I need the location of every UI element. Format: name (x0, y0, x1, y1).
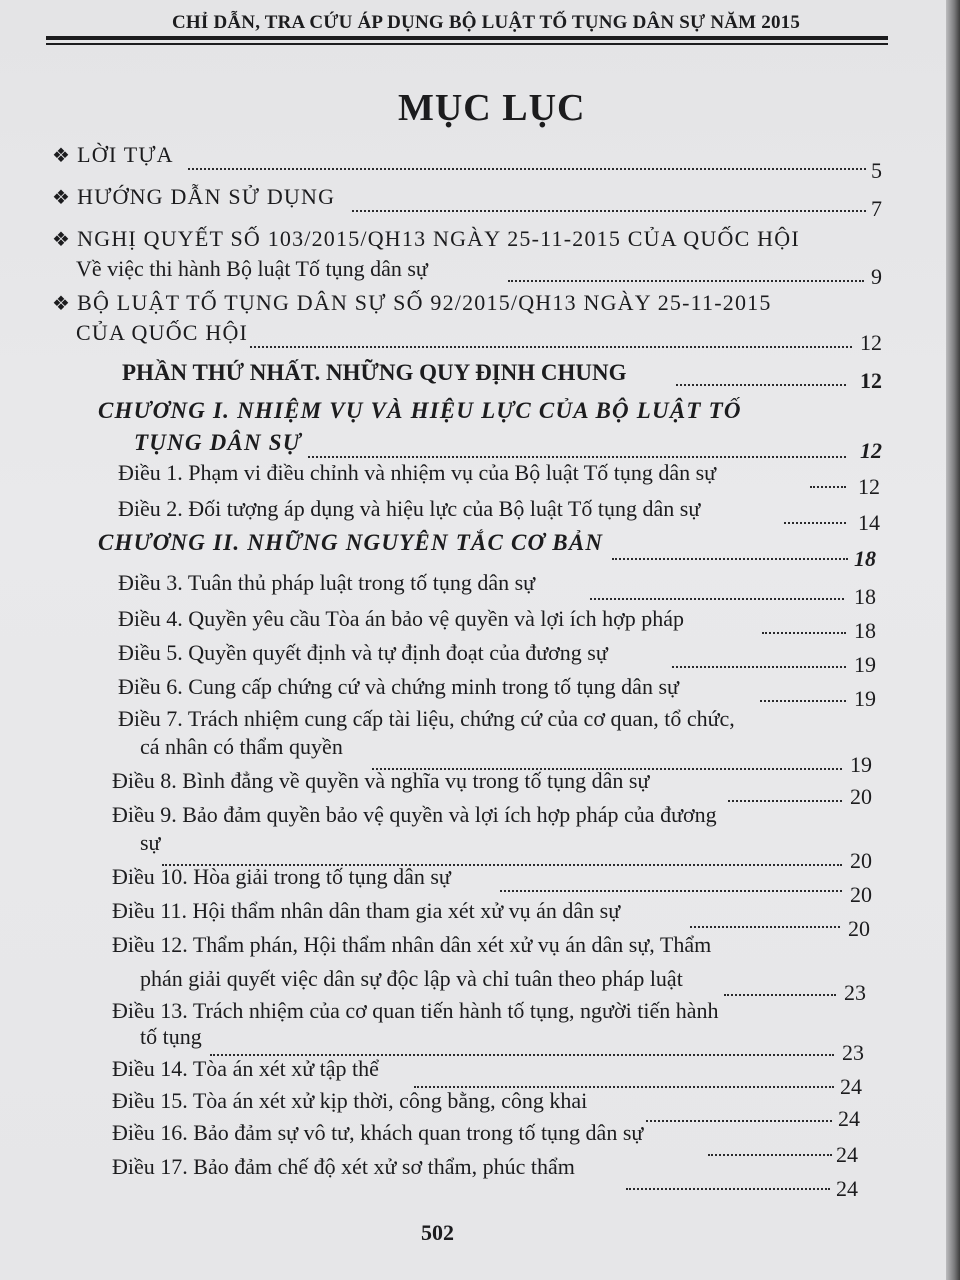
page-number: 20 (850, 848, 872, 873)
diamond-bullet-icon: ❖ (52, 229, 72, 251)
page-number: 20 (848, 916, 870, 941)
dot-leader (728, 800, 842, 802)
chapter-heading: CHƯƠNG II. NHỮNG NGUYÊN TẮC CƠ BẢN (98, 530, 604, 555)
article-entry: Điều 6. Cung cấp chứng cứ và chứng minh trong tố tụng dân sự (118, 674, 679, 699)
dot-leader (626, 1188, 830, 1190)
header-rule-thick (46, 36, 888, 40)
page-number: 14 (858, 510, 880, 535)
chapter-heading-line2: TỤNG DÂN SỰ (134, 430, 302, 455)
page-number: 18 (854, 618, 876, 643)
article-entry: Điều 17. Bảo đảm chế độ xét xử sơ thẩm, phúc thẩm (112, 1154, 575, 1179)
toc-title: MỤC LỤC (398, 87, 586, 129)
article-entry: Điều 3. Tuân thủ pháp luật trong tố tụng dân sự (118, 570, 536, 595)
article-entry: Điều 5. Quyền quyết định và tự định đoạt của đương sự (118, 640, 608, 665)
article-entry: Điều 7. Trách nhiệm cung cấp tài liệu, chứng cứ của cơ quan, tổ chức, (118, 706, 735, 731)
dot-leader (708, 1154, 832, 1156)
page-number: 12 (860, 368, 882, 393)
toc-entry-huong-dan (52, 184, 335, 210)
article-entry-line2: phán giải quyết việc dân sự độc lập và chỉ tuân theo pháp luật (140, 966, 683, 991)
article-entry: Điều 8. Bình đẳng về quyền và nghĩa vụ trong tố tụng dân sự (112, 768, 650, 793)
page-number: 7 (871, 196, 882, 221)
dot-leader (250, 346, 852, 348)
dot-leader (784, 522, 846, 524)
page-number: 19 (854, 652, 876, 677)
entry-label-line2: Về việc thi hành Bộ luật Tố tụng dân sự (76, 256, 428, 281)
entry-label: BỘ LUẬT TỐ TỤNG DÂN SỰ SỐ 92/2015/QH13 NGÀY 25-11-2015 (77, 290, 772, 315)
page-number: 24 (838, 1106, 860, 1131)
entry-label-line2: CỦA QUỐC HỘI (76, 320, 249, 345)
page-number: 12 (860, 438, 882, 463)
article-entry: Điều 1. Phạm vi điều chỉnh và nhiệm vụ của Bộ luật Tố tụng dân sự (118, 460, 717, 485)
book-edge (946, 0, 960, 1280)
chapter-heading: CHƯƠNG I. NHIỆM VỤ VÀ HIỆU LỰC CỦA BỘ LUẬT TỐ (98, 398, 742, 423)
dot-leader (308, 456, 846, 458)
page-number: 23 (842, 1040, 864, 1065)
dot-leader (760, 700, 846, 702)
dot-leader (672, 666, 846, 668)
diamond-bullet-icon: ❖ (52, 187, 72, 209)
dot-leader (676, 384, 846, 386)
page-number: 24 (840, 1074, 862, 1099)
entry-label: HƯỚNG DẪN SỬ DỤNG (77, 184, 336, 209)
page-number: 19 (850, 752, 872, 777)
article-entry: Điều 4. Quyền yêu cầu Tòa án bảo vệ quyền và lợi ích hợp pháp (118, 606, 684, 631)
page-number: 9 (871, 264, 882, 289)
dot-leader (646, 1120, 832, 1122)
article-entry: Điều 13. Trách nhiệm của cơ quan tiến hành tố tụng, người tiến hành (112, 998, 719, 1023)
dot-leader (188, 168, 866, 170)
running-head: CHỈ DẪN, TRA CỨU ÁP DỤNG BỘ LUẬT TỐ TỤNG DÂN SỰ NĂM 2015 (172, 12, 801, 33)
diamond-bullet-icon: ❖ (52, 293, 72, 315)
page-number: 12 (858, 474, 880, 499)
article-entry-line2: cá nhân có thẩm quyền (140, 734, 343, 759)
page-number: 19 (854, 686, 876, 711)
dot-leader (690, 926, 840, 928)
article-entry: Điều 11. Hội thẩm nhân dân tham gia xét xử vụ án dân sự (112, 898, 621, 923)
page-number: 18 (854, 546, 876, 571)
toc-entry-loi-tua (52, 142, 174, 168)
page-number: 24 (836, 1176, 858, 1201)
article-entry-line2: sự (140, 830, 161, 855)
diamond-bullet-icon: ❖ (52, 145, 72, 167)
dot-leader (612, 558, 848, 560)
page-number: 23 (844, 980, 866, 1005)
article-entry: Điều 14. Tòa án xét xử tập thể (112, 1056, 379, 1081)
page-number: 20 (850, 784, 872, 809)
entry-label: LỜI TỰA (77, 142, 174, 167)
article-entry: Điều 10. Hòa giải trong tố tụng dân sự (112, 864, 451, 889)
dot-leader (352, 210, 866, 212)
toc-entry-nghi-quyet (52, 226, 800, 252)
entry-label: NGHỊ QUYẾT SỐ 103/2015/QH13 NGÀY 25-11-2015 CỦA QUỐC HỘI (77, 226, 800, 251)
page-number: 12 (860, 330, 882, 355)
article-entry: Điều 12. Thẩm phán, Hội thẩm nhân dân xét xử vụ án dân sự, Thẩm (112, 932, 712, 957)
dot-leader (508, 280, 864, 282)
page-folio: 502 (421, 1220, 454, 1245)
page-number: 18 (854, 584, 876, 609)
article-entry-line2: tố tụng (140, 1024, 202, 1049)
toc-entry-bo-luat (52, 290, 772, 316)
page-number: 24 (836, 1142, 858, 1167)
dot-leader (500, 890, 842, 892)
page-number: 20 (850, 882, 872, 907)
page-number: 5 (871, 158, 882, 183)
dot-leader (724, 994, 836, 996)
article-entry: Điều 15. Tòa án xét xử kịp thời, công bằng, công khai (112, 1088, 588, 1113)
dot-leader (762, 632, 846, 634)
dot-leader (590, 598, 844, 600)
article-entry: Điều 2. Đối tượng áp dụng và hiệu lực của Bộ luật Tố tụng dân sự (118, 496, 701, 521)
header-rule-thin (46, 43, 888, 45)
article-entry: Điều 16. Bảo đảm sự vô tư, khách quan trong tố tụng dân sự (112, 1120, 644, 1145)
part-heading: PHẦN THỨ NHẤT. NHỮNG QUY ĐỊNH CHUNG (122, 360, 627, 385)
article-entry: Điều 9. Bảo đảm quyền bảo vệ quyền và lợi ích hợp pháp của đương (112, 802, 717, 827)
